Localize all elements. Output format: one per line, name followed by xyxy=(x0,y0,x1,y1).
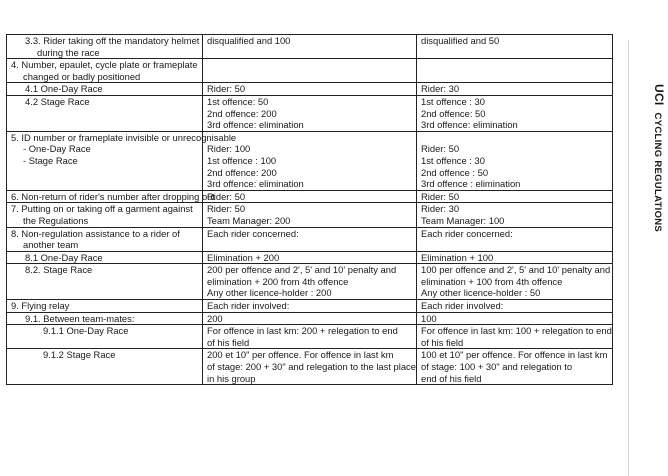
offence-cell: 8.1 One-Day Race xyxy=(7,251,203,264)
table-row xyxy=(7,83,613,96)
table-row xyxy=(7,264,613,300)
penalty-cell: Rider: 50 Team Manager: 200 xyxy=(203,203,417,227)
uci-brand: UCI xyxy=(652,84,666,106)
offence-cell: 5. ID number or frameplate invisible or unrecognisable - One-Day Race - Stage Race xyxy=(7,131,203,190)
penalty-cell: 100 xyxy=(417,312,613,325)
table-row xyxy=(7,300,613,313)
offence-cell: 3.3. Rider taking off the mandatory helmet during the race xyxy=(7,35,203,59)
penalty-cell: Rider: 100 1st offence : 100 2nd offence: 200 3rd offence: elimination xyxy=(203,131,417,190)
offence-cell: 9. Flying relay xyxy=(7,300,203,313)
penalty-cell xyxy=(203,59,417,83)
penalty-cell: 1st offence: 50 2nd offence: 200 3rd offence: elimination xyxy=(203,95,417,131)
penalty-cell: Elimination + 200 xyxy=(203,251,417,264)
penalty-cell: For offence in last km: 100 + relegation to end of his field xyxy=(417,325,613,349)
penalty-cell: For offence in last km: 200 + relegation to end of his field xyxy=(203,325,417,349)
table-row xyxy=(7,325,613,349)
penalty-cell xyxy=(417,59,613,83)
table-row xyxy=(7,35,613,59)
sanctions-table xyxy=(6,34,613,385)
offence-cell: 8. Non-regulation assistance to a rider of another team xyxy=(7,227,203,251)
table-row xyxy=(7,251,613,264)
penalty-cell: Rider: 50 1st offence : 30 2nd offence : 50 3rd offence : elimination xyxy=(417,131,613,190)
penalty-cell: Each rider involved: xyxy=(203,300,417,313)
table-row xyxy=(7,203,613,227)
side-header-title: CYCLING REGULATIONS xyxy=(652,112,663,233)
side-header xyxy=(652,84,666,354)
table-row xyxy=(7,131,613,190)
offence-cell: 8.2. Stage Race xyxy=(7,264,203,300)
penalty-cell: Rider: 50 xyxy=(203,190,417,203)
offence-cell: 4.2 Stage Race xyxy=(7,95,203,131)
penalty-cell: 1st offence : 30 2nd offence: 50 3rd offence: elimination xyxy=(417,95,613,131)
penalty-cell: Each rider involved: xyxy=(417,300,613,313)
penalty-cell: 100 et 10" per offence. For offence in last km of stage: 100 + 30" and relegation to end of his field xyxy=(417,349,613,385)
penalty-cell: Elimination + 100 xyxy=(417,251,613,264)
penalty-cell: disqualified and 100 xyxy=(203,35,417,59)
penalty-cell: Rider: 50 xyxy=(417,190,613,203)
penalty-cell: Rider: 50 xyxy=(203,83,417,96)
penalty-cell: 100 per offence and 2', 5' and 10' penalty and elimination + 100 from 4th offence Any other licence-holder : 50 xyxy=(417,264,613,300)
penalty-cell: 200 per offence and 2', 5' and 10' penalty and elimination + 200 from 4th offence Any other licence-holder : 200 xyxy=(203,264,417,300)
offence-cell: 9.1.2 Stage Race xyxy=(7,349,203,385)
table-row xyxy=(7,59,613,83)
offence-cell: 4. Number, epaulet, cycle plate or frameplate changed or badly positioned xyxy=(7,59,203,83)
page-fold-line xyxy=(628,40,629,476)
penalty-cell: Rider: 30 Team Manager: 100 xyxy=(417,203,613,227)
penalty-cell: Each rider concerned: xyxy=(203,227,417,251)
penalty-cell: disqualified and 50 xyxy=(417,35,613,59)
penalty-cell: 200 xyxy=(203,312,417,325)
offence-cell: 9.1. Between team-mates: xyxy=(7,312,203,325)
offence-cell: 4.1 One-Day Race xyxy=(7,83,203,96)
penalty-cell: Rider: 30 xyxy=(417,83,613,96)
offence-cell: 6. Non-return of rider's number after dropping out xyxy=(7,190,203,203)
table-row xyxy=(7,312,613,325)
table-row xyxy=(7,95,613,131)
penalty-cell: 200 et 10" per offence. For offence in last km of stage: 200 + 30" and relegation to the last place in his group xyxy=(203,349,417,385)
offence-cell: 9.1.1 One-Day Race xyxy=(7,325,203,349)
table-row xyxy=(7,190,613,203)
table-row xyxy=(7,227,613,251)
penalty-cell: Each rider concerned: xyxy=(417,227,613,251)
offence-cell: 7. Putting on or taking off a garment against the Regulations xyxy=(7,203,203,227)
table-row xyxy=(7,349,613,385)
